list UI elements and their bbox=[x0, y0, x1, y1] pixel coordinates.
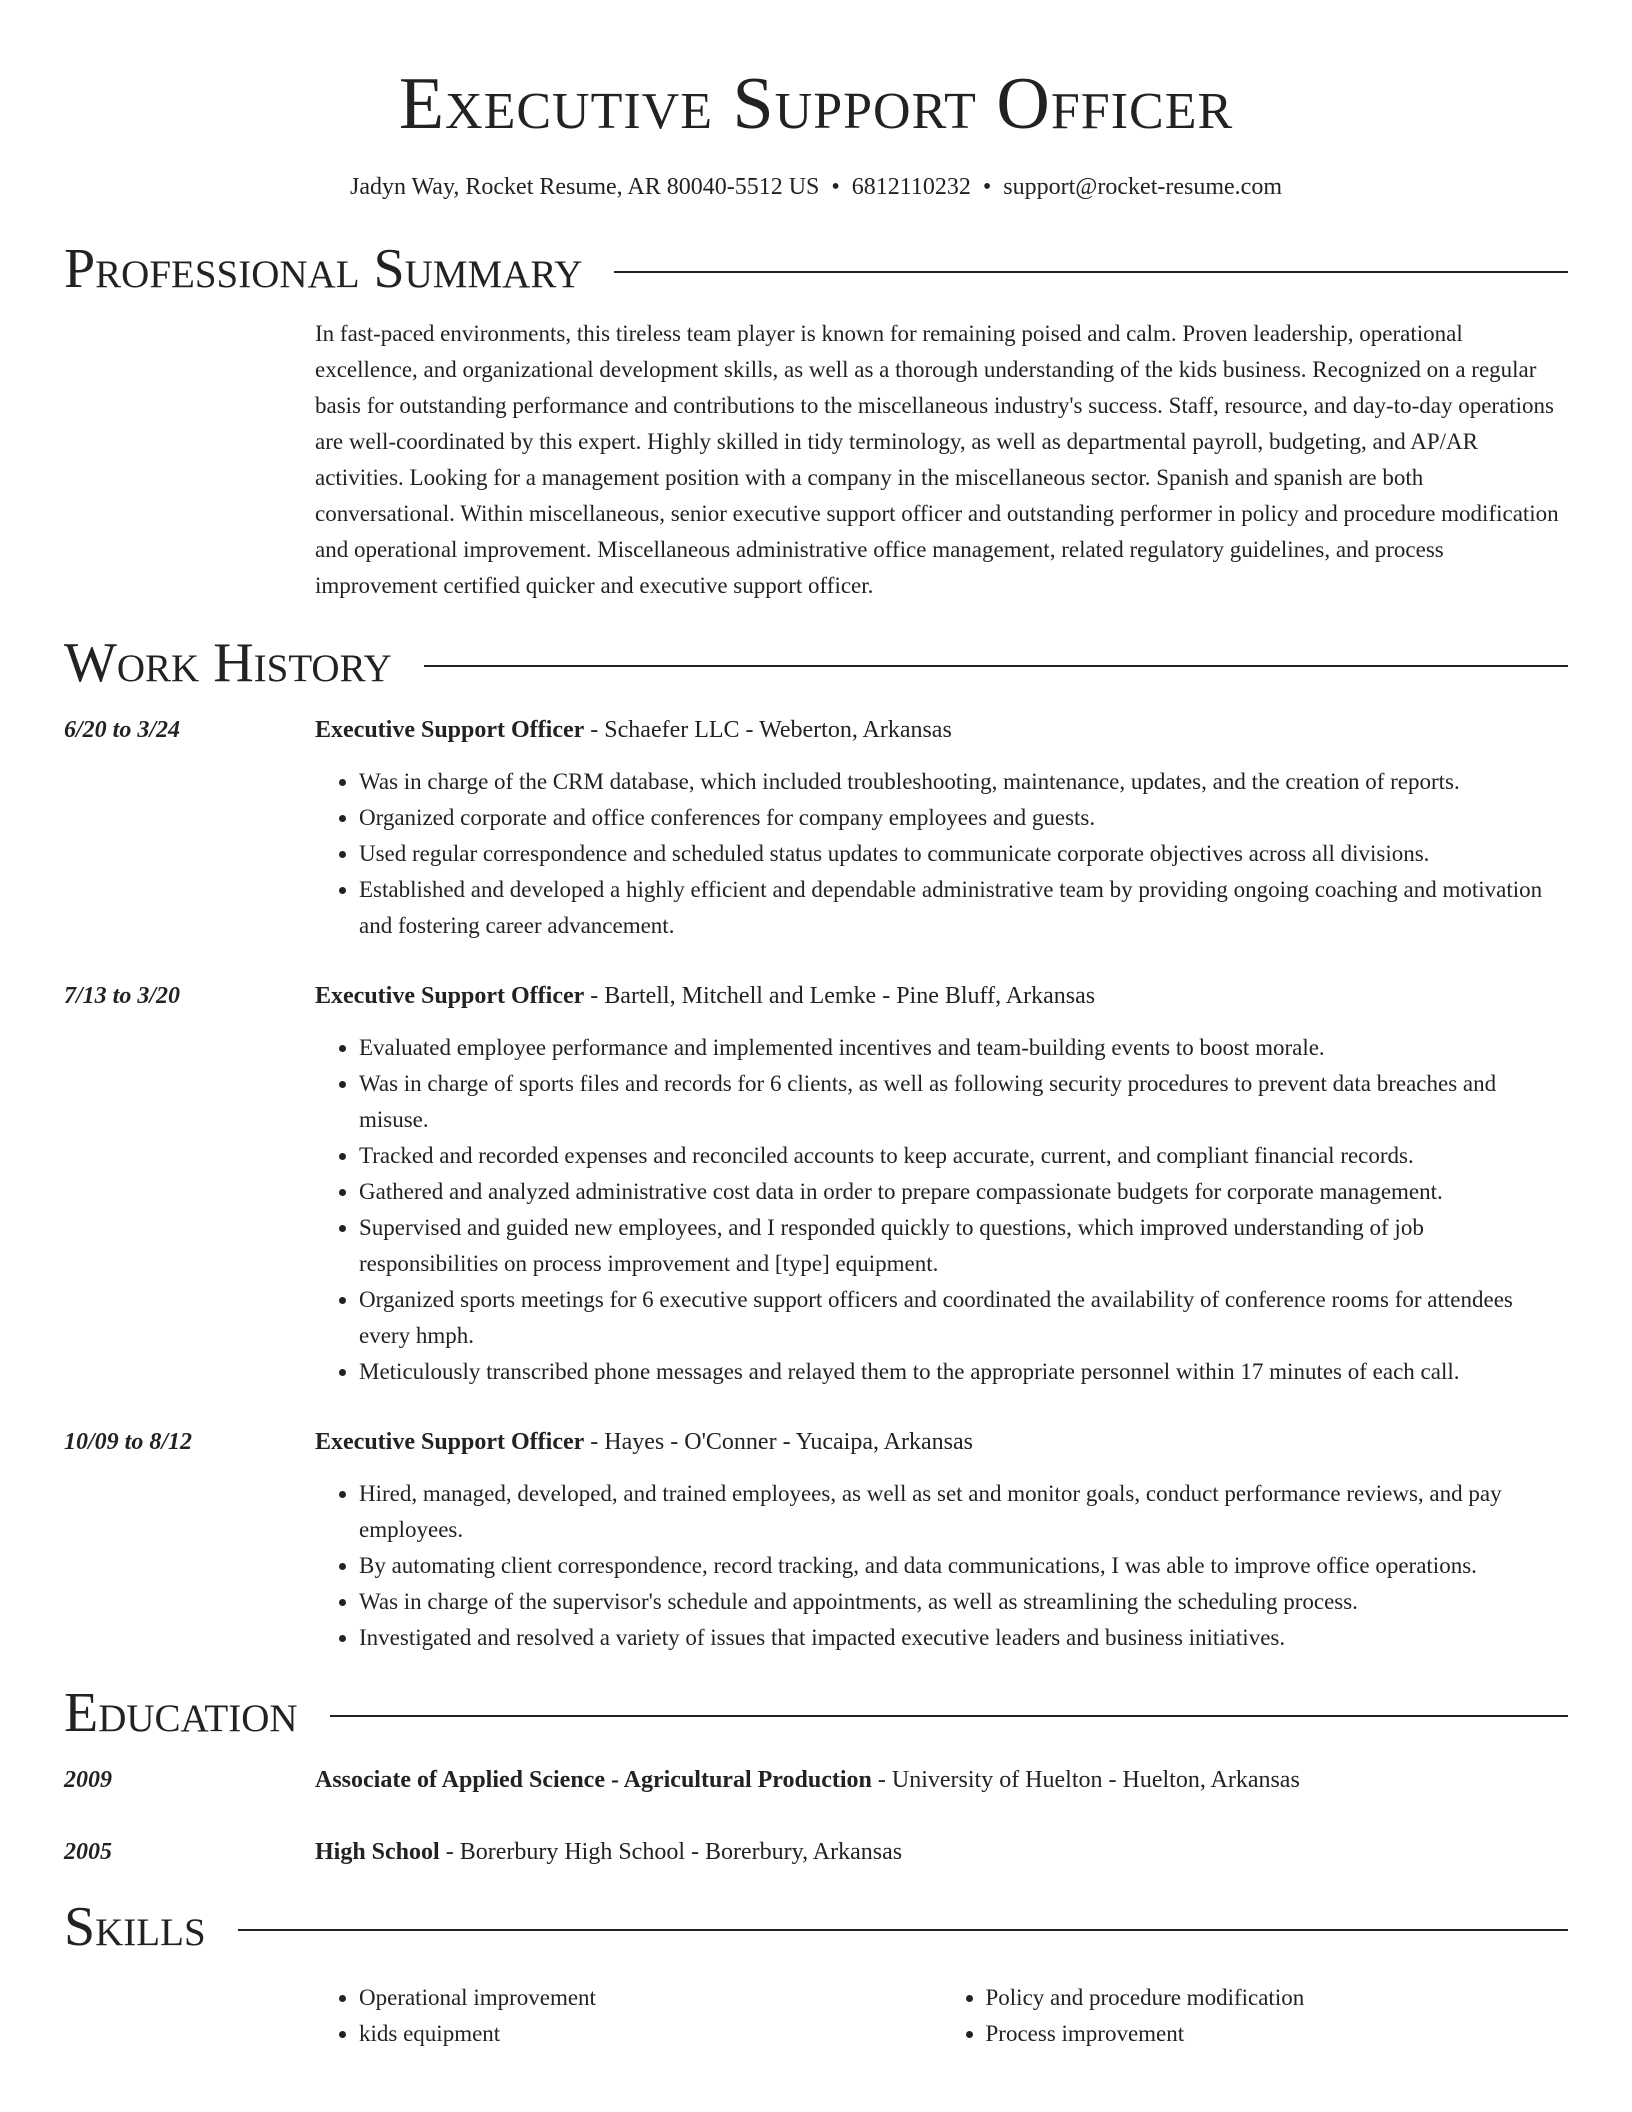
job-bullet: • Was in charge of sports files and records for 6 clients, as well as following security procedures to prevent data breaches and misuse. bbox=[359, 1066, 1568, 1138]
job-bullet: • Meticulously transcribed phone messages and relayed them to the appropriate personnel within 17 minutes of each call. bbox=[359, 1354, 1568, 1390]
job-bullet: • Established and developed a highly efficient and dependable administrative team by providing ongoing coaching and motivation and fostering career advancement. bbox=[359, 872, 1568, 944]
education-entry bbox=[64, 1834, 1568, 1870]
job-bullet-list bbox=[315, 1030, 1568, 1390]
job-bullet: • Organized corporate and office conferences for company employees and guests. bbox=[359, 800, 1568, 836]
section-title-skills: Skills bbox=[64, 1896, 206, 1958]
job-bullet-list bbox=[315, 1476, 1568, 1656]
work-entry-body bbox=[315, 1424, 1568, 1656]
section-divider bbox=[614, 271, 1568, 273]
work-entry-body bbox=[315, 978, 1568, 1390]
job-title: Executive Support Officer bbox=[315, 717, 585, 743]
section-title-summary: Professional Summary bbox=[64, 238, 583, 300]
work-dates: 6/20 to 3/24 bbox=[64, 717, 181, 743]
job-bullet: • Tracked and recorded expenses and reconciled accounts to keep accurate, current, and compliant financial records. bbox=[359, 1138, 1568, 1174]
skill-item: • Policy and procedure modification bbox=[986, 1980, 1569, 2016]
section-divider bbox=[424, 665, 1568, 667]
contact-email: support@rocket-resume.com bbox=[1003, 174, 1282, 200]
job-title: Executive Support Officer bbox=[315, 1429, 585, 1455]
work-entry-header bbox=[315, 1424, 1568, 1460]
job-bullet: • Was in charge of the supervisor's schedule and appointments, as well as streamlining the scheduling process. bbox=[359, 1584, 1568, 1620]
summary-section-header bbox=[64, 234, 1568, 304]
work-history-list bbox=[64, 712, 1568, 1656]
section-title-work: Work History bbox=[64, 632, 392, 694]
skill-item: • Process improvement bbox=[986, 2016, 1569, 2052]
skills-column-left bbox=[315, 1980, 942, 2052]
education-year: 2005 bbox=[64, 1839, 112, 1865]
work-entry bbox=[64, 978, 1568, 1390]
education-degree: High School bbox=[315, 1839, 440, 1865]
skills-list bbox=[315, 1980, 1568, 2052]
job-bullet: • Was in charge of the CRM database, which included troubleshooting, maintenance, updates, and the creation of reports. bbox=[359, 764, 1568, 800]
job-bullet-list bbox=[315, 764, 1568, 944]
education-year: 2009 bbox=[64, 1767, 112, 1793]
work-entry-header bbox=[315, 712, 1568, 748]
education-school: - Borerbury High School - Borerbury, Arkansas bbox=[439, 1839, 903, 1865]
contact-phone: 6812110232 bbox=[851, 174, 971, 200]
job-bullet: • Evaluated employee performance and implemented incentives and team-building events to boost morale. bbox=[359, 1030, 1568, 1066]
job-bullet: • Used regular correspondence and scheduled status updates to communicate corporate objectives across all divisions. bbox=[359, 836, 1568, 872]
work-dates: 10/09 to 8/12 bbox=[64, 1429, 193, 1455]
skills-column-right bbox=[942, 1980, 1569, 2052]
work-entry bbox=[64, 712, 1568, 944]
job-bullet: • Hired, managed, developed, and trained employees, as well as set and monitor goals, conduct performance reviews, and pay employees. bbox=[359, 1476, 1568, 1548]
contact-address: Jadyn Way, Rocket Resume, AR 80040-5512 US bbox=[350, 174, 820, 200]
section-title-education: Education bbox=[64, 1682, 298, 1744]
job-bullet: • By automating client correspondence, record tracking, and data communications, I was able to improve office operations. bbox=[359, 1548, 1568, 1584]
skills-section-header bbox=[64, 1892, 1568, 1962]
job-bullet: • Organized sports meetings for 6 executive support officers and coordinated the availability of conference rooms for attendees every hmph. bbox=[359, 1282, 1568, 1354]
education-details bbox=[315, 1834, 902, 1870]
work-section-header bbox=[64, 628, 1568, 698]
section-divider bbox=[238, 1929, 1568, 1931]
work-entry-header bbox=[315, 978, 1568, 1014]
contact-line bbox=[64, 170, 1568, 204]
education-details bbox=[315, 1762, 1300, 1798]
job-title: Executive Support Officer bbox=[315, 983, 585, 1009]
work-entry bbox=[64, 1424, 1568, 1656]
job-employer: - Hayes - O'Conner - Yucaipa, Arkansas bbox=[584, 1429, 973, 1455]
job-bullet: • Supervised and guided new employees, and I responded quickly to questions, which improved understanding of job responsibilities on process improvement and [type] equipment. bbox=[359, 1210, 1568, 1282]
job-employer: - Bartell, Mitchell and Lemke - Pine Bluff, Arkansas bbox=[584, 983, 1096, 1009]
skill-item: • kids equipment bbox=[359, 2016, 942, 2052]
job-employer: - Schaefer LLC - Weberton, Arkansas bbox=[584, 717, 952, 743]
skill-item: • Operational improvement bbox=[359, 1980, 942, 2016]
education-entry bbox=[64, 1762, 1568, 1798]
work-entry-body bbox=[315, 712, 1568, 944]
resume-name: Executive Support Officer bbox=[398, 63, 1234, 145]
education-degree: Associate of Applied Science - Agricultural Production bbox=[315, 1767, 872, 1793]
education-school: - University of Huelton - Huelton, Arkansas bbox=[871, 1767, 1300, 1793]
job-bullet: • Gathered and analyzed administrative cost data in order to prepare compassionate budgets for corporate management. bbox=[359, 1174, 1568, 1210]
contact-separator: • bbox=[982, 174, 992, 200]
section-divider bbox=[330, 1715, 1568, 1717]
contact-separator: • bbox=[831, 174, 840, 200]
summary-text: In fast-paced environments, this tireless team player is known for remaining poised and calm. Proven leadership, operational excellence, and organizational development skills, as well as a thorough understanding of the kids business. Recognized on a regular basis for outstanding performance and contributions to the miscellaneous industry's success. Staff, resource, and day-to-day operations are well-coordinated by this expert. Highly skilled in tidy terminology, as well as departmental payroll, budgeting, and AP/AR activities. Looking for a management position with a company in the miscellaneous sector. Spanish and spanish are both conversational. Within miscellaneous, senior executive support officer and outstanding performer in policy and procedure modification and operational improvement. Miscellaneous administrative office management, related regulatory guidelines, and process improvement certified quicker and executive support officer. bbox=[315, 321, 1559, 598]
education-section-header bbox=[64, 1678, 1568, 1748]
work-dates: 7/13 to 3/20 bbox=[64, 983, 181, 1009]
job-bullet: • Investigated and resolved a variety of issues that impacted executive leaders and business initiatives. bbox=[359, 1620, 1568, 1656]
